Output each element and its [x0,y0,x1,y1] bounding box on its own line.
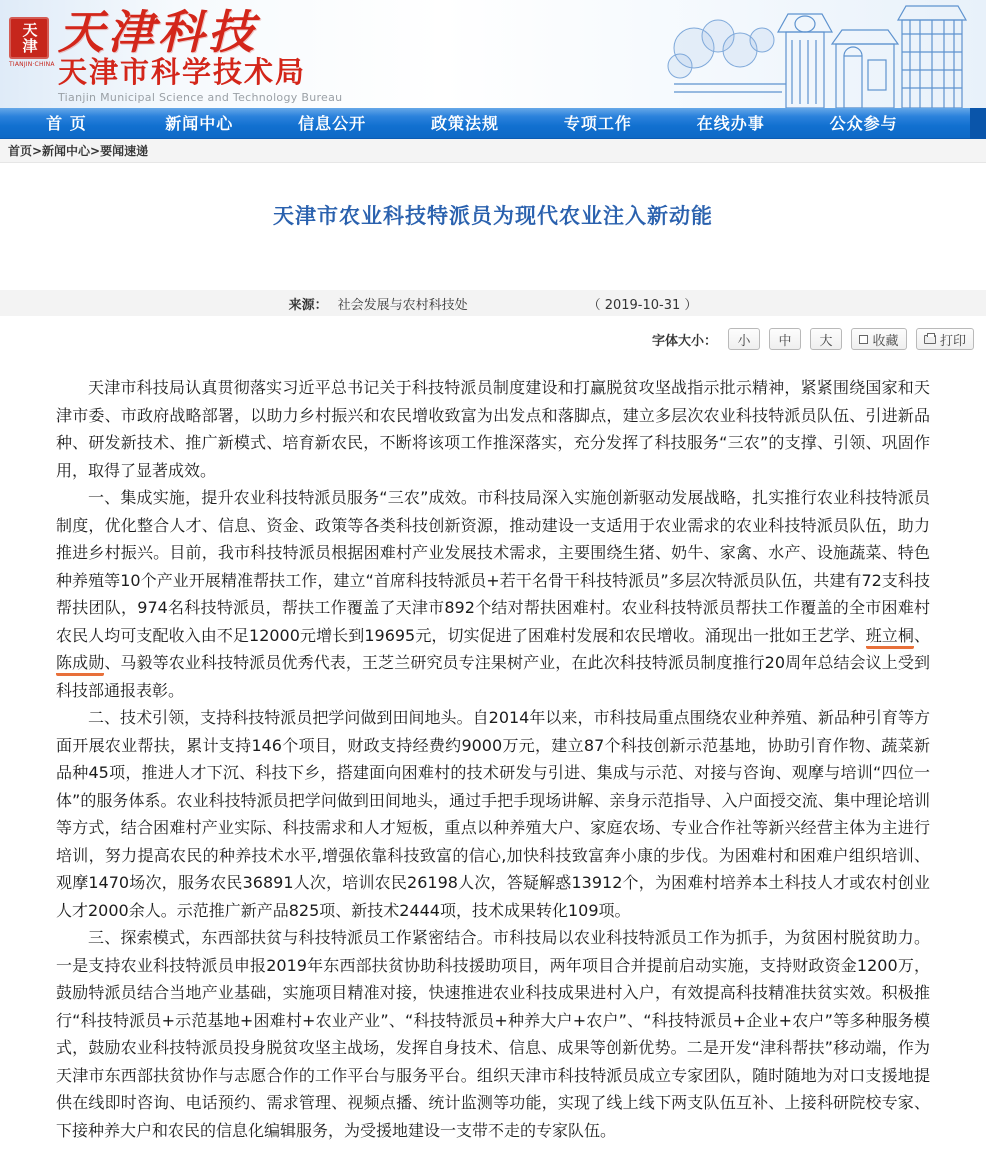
paragraph-1: 天津市科技局认真贯彻落实习近平总书记关于科技特派员制度建设和打赢脱贫攻坚战指示批示精神，紧紧围绕国家和天津市委、市政府战略部署，以助力乡村振兴和农民增收致富为出发点和落脚点，建立多层次农业科技特派员队伍、引进新品种、研发新技术、推广新模式、培育新农民，不断将该项工作推深落实，充分发挥了科技服务“三农”的支撑、引领、巩固作用，取得了显著成效。 [56,378,930,480]
paragraph-2-seg2: 、马毅等农业科技特派员优秀代表，王芝兰研究员专注果树产业，在此次科技特派员制度推行20周年总结会议上受到科技部通报表彰。 [56,653,930,700]
article-tools [0,316,986,350]
building-sketch-art [666,0,986,108]
org-name: 天津市科学技术局 [58,55,307,89]
nav-item-news[interactable]: 新闻中心 [165,113,234,133]
publish-date: （ 2019-10-31 ） [587,297,698,313]
collect-icon [859,335,868,344]
print-label: 打印 [939,333,966,349]
printer-icon [924,335,936,344]
seal-caption: TIANJIN·CHINA [9,61,55,68]
collect-button[interactable] [851,328,907,350]
paragraph-2-seg1: 一、集成实施，提升农业科技特派员服务“三农”成效。市科技局深入实施创新驱动发展战略，扎实推行农业科技特派员制度，优化整合人才、信息、资金、政策等各类科技创新资源，推动建设一支适用于农业需求的农业科技特派员队伍，助力推进乡村振兴。目前，我市科技特派员根据困难村产业发展技术需求，主要围绕生猪、奶牛、家禽、水产、设施蔬菜、特色种养殖等10个产业开展精准帮扶工作，建立“首席科技特派员+若干名骨干科技特派员”多层次特派员队伍，共建有72支科技帮扶团队，974名科技特派员，帮扶工作覆盖了天津市892个结对帮扶困难村。农业科技特派员帮扶工作覆盖的全市困难村农民人均可支配收入由不足12000元增长到19695元，切实促进了困难村发展和农民增收。涌现出一批如王艺学、 [56,488,930,645]
font-medium-button[interactable]: 中 [769,328,801,350]
page-title: 天津市农业科技特派员为现代农业注入新动能 [273,204,713,228]
paragraph-4: 三、探索模式，东西部扶贫与科技特派员工作紧密结合。市科技局以农业科技特派员工作为抓手，为贫困村脱贫助力。一是支持农业科技特派员申报2019年东西部扶贫协助科技援助项目，两年项目合并提前启动实施，支持财政资金1200万，鼓励特派员结合当地产业基础，实施项目精准对接，快速推进农业科技成果进村入户，有效提高科技精准扶贫实效。积极推行“科技特派员+示范基地+困难村+农业产业”、“科技特派员+种养大户+农户”、“科技特派员+企业+农户”等多种服务模式，鼓励农业科技特派员投身脱贫攻坚主战场，发挥自身技术、信息、成果等创新优势。二是开发“津科帮扶”移动端，作为天津市东西部扶贫协作与志愿合作的工作平台与服务平台。组织天津市科技特派员成立专家团队，随时随地为对口支援地提供在线即时咨询、电话预约、需求管理、视频点播、统计监测等功能，实现了线上线下两支队伍互补、上接科研院校专家、下接种养大户和农民的信息化编辑服务，为受援地建设一支带不走的专家队伍。 [56,928,930,1140]
org-name-en: Tianjin Municipal Science and Technology Bureau [58,91,343,104]
article-meta [0,290,986,316]
paragraph-2 [56,484,930,704]
font-large-button[interactable]: 大 [810,328,842,350]
collect-label: 收藏 [872,333,899,349]
source-value: 社会发展与农村科技处 [337,297,468,313]
nav-item-policy[interactable]: 政策法规 [431,113,500,133]
nav-item-public[interactable]: 公众参与 [829,113,898,133]
nav-endcap-decoration [970,108,986,139]
paragraph-3: 二、技术引领，支持科技特派员把学问做到田间地头。自2014年以来，市科技局重点围绕农业种养殖、新品种引育等方面开展农业帮扶，累计支持146个项目，财政支持经费约9000万元，建立87个科技创新示范基地，协助引育作物、蔬菜新品种45项，推进人才下沉、科技下乡，搭建面向困难村的技术研发与引进、集成与示范、对接与咨询、观摩与培训“四位一体”的服务体系。农业科技特派员把学问做到田间地头，通过手把手现场讲解、亲身示范指导、入户面授交流、集中理论培训等方式，结合困难村产业实际、科技需求和人才短板，重点以种养殖大户、家庭农场、专业合作社等新兴经营主体为主进行培训，努力提高农民的种养技术水平,增强依靠科技致富的信心,加快科技致富奔小康的步伐。为困难村和困难户组织培训、观摩1470场次，服务农民36891人次，培训农民26198人次，答疑解惑13912个，为困难村培养本土科技人才或农村创业人才2000余人。示范推广新产品825项、新技术2444项，技术成果转化109项。 [56,708,930,920]
nav-item-home[interactable]: 首 页 [46,113,87,133]
paragraph-2-sep: 、 [913,625,930,645]
font-small-button[interactable]: 小 [728,328,760,350]
main-nav [0,108,986,139]
nav-item-online[interactable]: 在线办事 [696,113,765,133]
breadcrumb[interactable]: 首页>新闻中心>要闻速递 [8,144,149,158]
font-size-label: 字体大小： [651,333,717,349]
nav-item-info[interactable]: 信息公开 [298,113,367,133]
seal-icon: 天津 [9,17,49,59]
brand-title: 天津科技 [58,5,258,59]
nav-item-special[interactable]: 专项工作 [563,113,632,133]
nav-items [0,108,930,139]
underlined-name-ban-litong: 班立桐 [866,626,914,649]
source-label: 来源： [288,297,328,313]
underlined-name-chen-chengxun: 陈成勋 [56,653,104,676]
article [0,200,986,1174]
article-body [0,350,986,1144]
print-button[interactable] [916,328,974,350]
tianjin-seal-logo [9,17,55,68]
breadcrumb-bar [0,139,986,163]
site-header [0,0,986,108]
site-brand [58,5,343,104]
